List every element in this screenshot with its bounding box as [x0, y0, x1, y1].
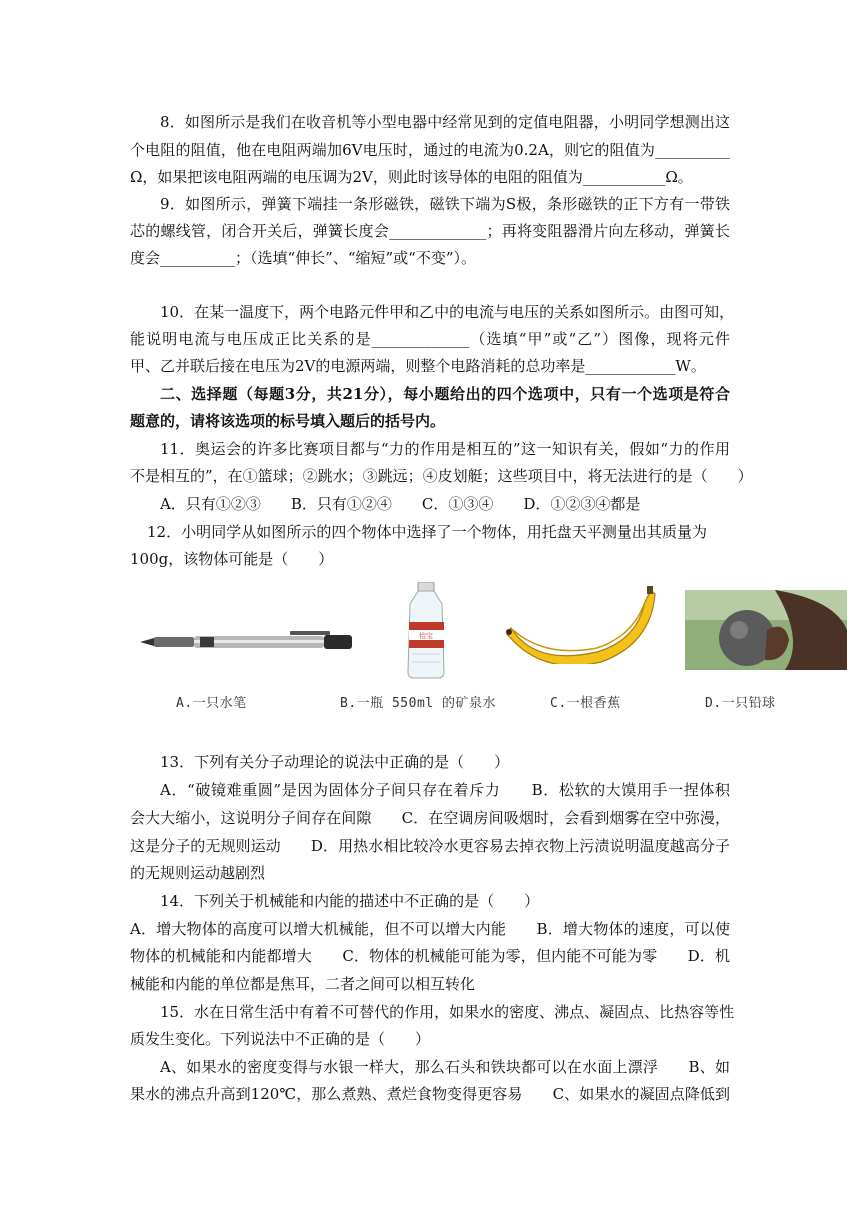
q15-line-3: A、如果水的密度变得与水银一样大，那么石头和铁块都可以在水面上漂浮 B、如 [160, 1058, 730, 1076]
q14-line-1: 14．下列关于机械能和内能的描述中不正确的是（ ） [160, 892, 540, 910]
q11-options: A．只有①②③ B．只有①②④ C．①③④ D．①②③④都是 [160, 495, 641, 513]
q15-line-1: 15．水在日常生活中有着不可替代的作用，如果水的密度、沸点、凝固点、比热容等性 [160, 1003, 735, 1021]
q11-line-2: 不是相互的”，在①篮球；②跳水；③跳远；④皮划艇；这些项目中，将无法进行的是（ ） [130, 467, 753, 485]
q11-line-1: 11．奥运会的许多比赛项目都与“力的作用是相互的”这一知识有关，假如“力的作用 [160, 440, 730, 458]
q13-line-4: 这是分子的无规则运动 D．用热水相比较冷水更容易去掉衣物上污渍说明温度越高分子 [130, 837, 730, 855]
option-a-caption: A.一只水笔 [176, 696, 247, 711]
banana-image [505, 584, 657, 664]
q8-line-1: 8．如图所示是我们在收音机等小型电器中经常见到的定值电阻器，小明同学想测出这 [160, 113, 730, 131]
section-two-heading: 二、选择题（每题3分，共21分），每小题给出的四个选项中，只有一个选项是符合 [160, 385, 730, 403]
q12-object-photos [130, 578, 850, 718]
q13-line-1: 13．下列有关分子动理论的说法中正确的是（ ） [160, 753, 510, 771]
shot-put-image [685, 590, 847, 670]
q8-line-3: Ω，如果把该电阻两端的电压调为2V，则此时该导体的电阻的阻值为___________Ω。 [130, 168, 693, 186]
q12-line-1: 12．小明同学从如图所示的四个物体中选择了一个物体，用托盘天平测量出其质量为 [147, 523, 707, 541]
q13-line-5: 的无规则运动越剧烈 [130, 864, 266, 882]
bottle-label-text: 怡宝 [419, 632, 433, 640]
q10-line-2: 能说明电流与电压成正比关系的是_____________（选填“甲”或“乙”）图像，现将元件 [130, 330, 730, 348]
section-two-heading-cont: 题意的，请将该选项的标号填入题后的括号内。 [130, 412, 446, 430]
q14-line-3: 物体的机械能和内能都增大 C．物体的机械能可能为零，但内能不可能为零 D．机 [130, 947, 730, 965]
pen-image [140, 626, 355, 660]
q9-line-3: 度会__________；（选填“伸长”、“缩短”或“不变”）。 [130, 249, 477, 267]
q12-line-2: 100g，该物体可能是（ ） [130, 550, 334, 568]
q10-line-1: 10．在某一温度下，两个电路元件甲和乙中的电流与电压的关系如图所示。由图可知， [160, 303, 735, 321]
q9-line-1: 9．如图所示，弹簧下端挂一条形磁铁，磁铁下端为S极，条形磁铁的正下方有一带铁 [160, 195, 730, 213]
option-d-caption: D.一只铅球 [705, 696, 776, 711]
q15-line-2: 质发生变化。下列说法中不正确的是（ ） [130, 1030, 431, 1048]
option-b-caption: B.一瓶 550ml 的矿泉水 [340, 696, 496, 711]
q13-line-2: A．“破镜难重圆”是因为固体分子间只存在着斥力 B．松软的大馍用手一捏体积 [160, 781, 730, 799]
q13-line-3: 会大大缩小，这说明分子间存在间隙 C．在空调房间吸烟时，会看到烟雾在空中弥漫， [130, 809, 730, 827]
q9-line-2: 芯的螺线管，闭合开关后，弹簧长度会_____________；再将变阻器滑片向左移动，弹簧长 [130, 222, 730, 240]
water-bottle-image [398, 582, 454, 680]
q15-line-4: 果水的沸点升高到120℃，那么煮熟、煮烂食物变得更容易 C、如果水的凝固点降低到 [130, 1085, 730, 1103]
q14-line-4: 械能和内能的单位都是焦耳，二者之间可以相互转化 [130, 975, 476, 993]
q14-line-2: A．增大物体的高度可以增大机械能，但不可以增大内能 B．增大物体的速度，可以使 [130, 920, 730, 938]
q10-line-3: 甲、乙并联后接在电压为2V的电源两端，则整个电路消耗的总功率是____________W。 [130, 357, 706, 375]
option-c-caption: C.一根香蕉 [550, 696, 621, 711]
q8-line-2: 个电阻的阻值，他在电阻两端加6V电压时，通过的电流为0.2A，则它的阻值为__________ [130, 141, 730, 159]
